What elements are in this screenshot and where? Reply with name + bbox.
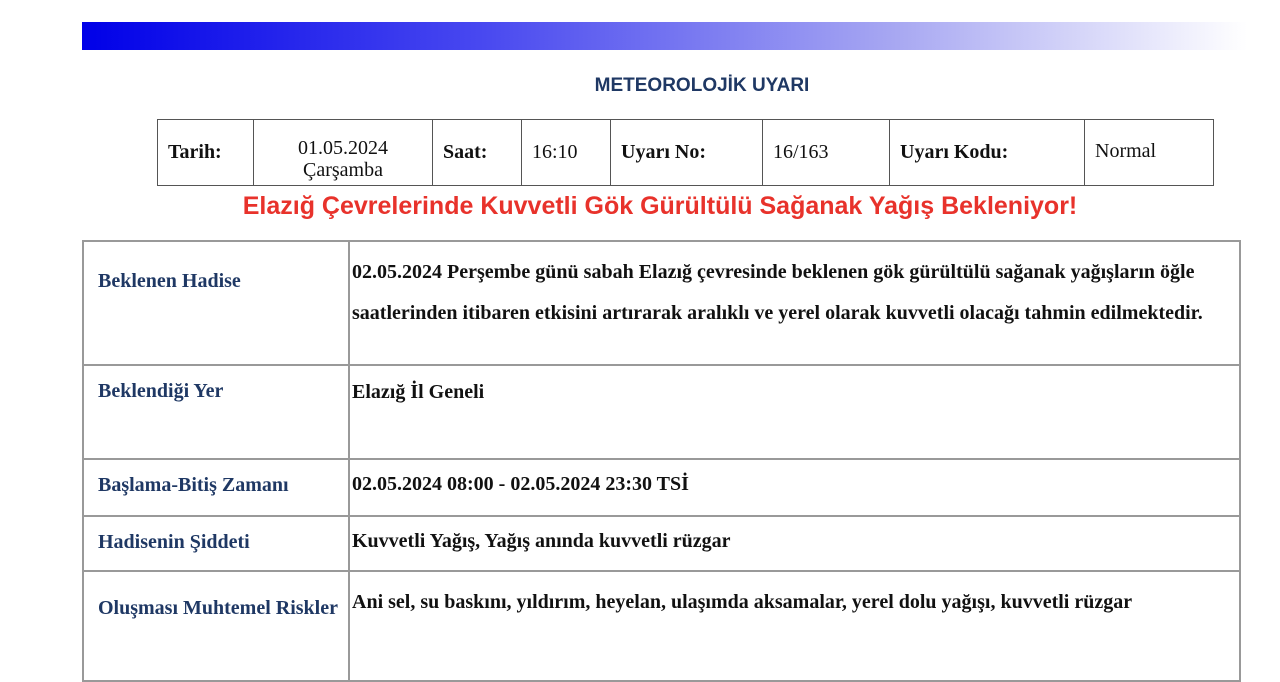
warning-no-label: Uyarı No: [611,120,763,186]
row-label: Beklenen Hadise [83,241,349,365]
header-gradient-bar [82,22,1247,50]
row-label: Beklendiği Yer [83,365,349,459]
warning-code-label: Uyarı Kodu: [890,120,1085,186]
table-row [83,516,1240,571]
date: 01.05.2024 [298,136,388,159]
row-value: Ani sel, su baskını, yıldırım, heyelan, ulaşımda aksamalar, yerel dolu yağışı, kuvvetli rüzgar [349,571,1240,681]
warning-code-value: Normal [1085,120,1214,186]
table-row [83,571,1240,681]
warning-details-table [82,240,1241,682]
document-title: METEOROLOJİK UYARI [594,75,810,96]
time-label: Saat: [433,120,522,186]
date-value [254,120,433,186]
table-row [83,365,1240,459]
row-value: Kuvvetli Yağış, Yağış anında kuvvetli rüzgar [349,516,1240,571]
row-label: Başlama-Bitiş Zamanı [83,459,349,516]
row-value: Elazığ İl Geneli [349,365,1240,459]
table-row [83,241,1240,365]
warning-headline: Elazığ Çevrelerinde Kuvvetli Gök Gürültülü Sağanak Yağış Bekleniyor! [242,192,1078,220]
date-label: Tarih: [158,120,254,186]
table-row [83,459,1240,516]
time-value: 16:10 [522,120,611,186]
row-label: Oluşması Muhtemel Riskler [83,571,349,681]
warning-info-table [157,119,1214,186]
row-label: Hadisenin Şiddeti [83,516,349,571]
row-value: 02.05.2024 08:00 - 02.05.2024 23:30 TSİ [349,459,1240,516]
row-value: 02.05.2024 Perşembe günü sabah Elazığ çevresinde beklenen gök gürültülü sağanak yağışların öğle saatlerinden itibaren etkisini artırarak aralıklı ve yerel olarak kuvvetli olacağı tahmin edilmektedir. [349,241,1240,365]
day: Çarşamba [303,158,383,181]
warning-no-value: 16/163 [763,120,890,186]
